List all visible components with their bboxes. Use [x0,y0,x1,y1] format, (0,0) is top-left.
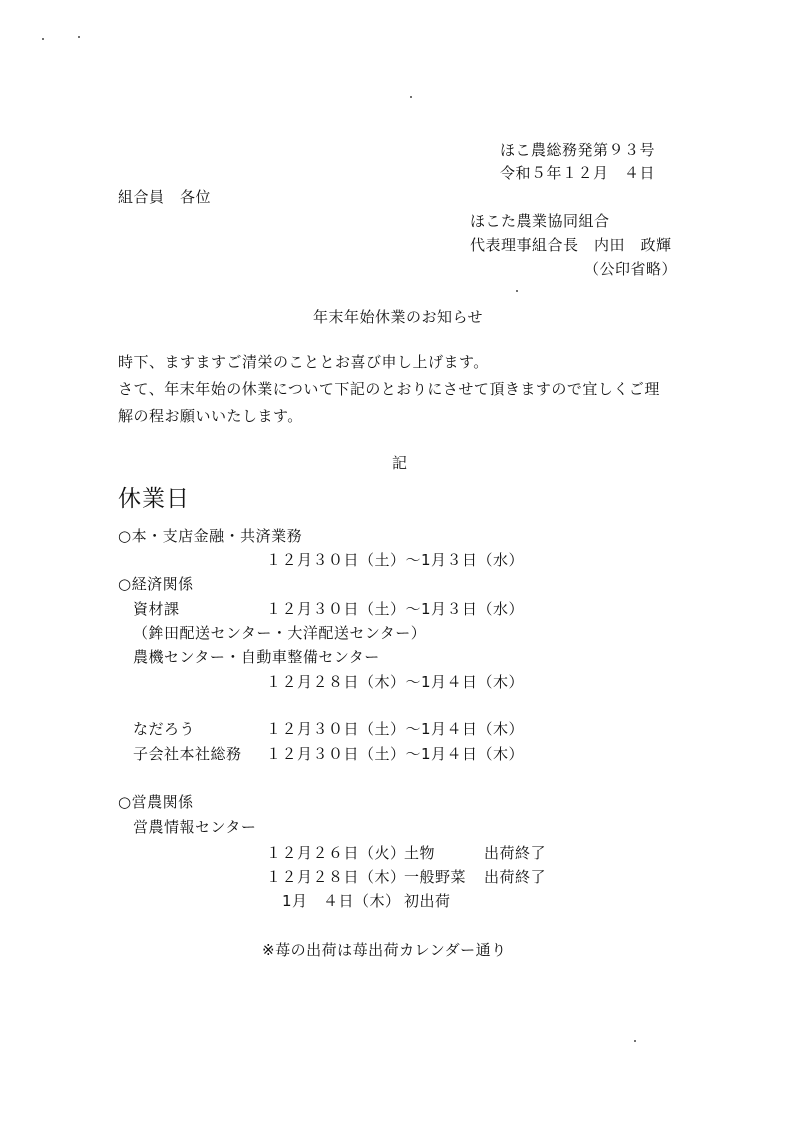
notice-body-line: さて、年末年始の休業について下記のとおりにさせて頂きますので宜しくご理 [118,380,660,398]
machinery-period: １２月２８日（木）～1月４日（木） [266,673,525,691]
section-farming-title: ○営農関係 [118,793,194,811]
notice-body-line: 時下、ますますご清栄のこととお喜び申し上げます。 [118,353,489,371]
doc-date: 令和５年１２月 ４日 [500,164,656,182]
farming-row-item: 一般野菜 [404,868,467,886]
nadarou-period: １２月３０日（土）～1月４日（木） [266,720,525,738]
ki-marker: 記 [392,454,408,472]
farming-row-date: １２月２８日（木） [266,868,406,886]
addressee: 組合員 各位 [118,188,212,206]
subsidiary-label: 子会社本社総務 [133,745,242,763]
shizai-note: （鉾田配送センター・大洋配送センター） [133,624,427,642]
scan-speck [516,290,518,292]
farming-row-status: 出荷終了 [484,868,547,886]
strawberry-footnote: ※苺の出荷は苺出荷カレンダー通り [262,941,507,959]
holidays-heading: 休業日 [118,486,190,512]
representative-name: 代表理事組合長 内田 政輝 [470,236,672,254]
farming-row-item: 初出荷 [404,892,451,910]
nadarou-label: なだろう [133,720,196,738]
seal-note: （公印省略） [584,260,678,278]
farming-row-status: 出荷終了 [484,844,547,862]
farming-row-date: １２月２６日（火） [266,844,406,862]
shizai-period: １２月３０日（土）～1月３日（水） [266,600,525,618]
section-economy-title: ○経済関係 [118,575,194,593]
scan-speck [42,38,44,40]
organization-name: ほこた農業協同組合 [470,212,610,230]
scan-speck [410,96,412,98]
farming-center-label: 営農情報センター [133,818,257,836]
finance-period: １２月３０日（土）～1月３日（水） [266,551,525,569]
doc-number: ほこ農総務発第９３号 [500,141,656,159]
farming-row-date: 1月 ４日（木） [282,892,401,910]
scan-speck [634,1040,636,1042]
machinery-label: 農機センター・自動車整備センター [133,648,380,666]
subsidiary-period: １２月３０日（土）～1月４日（木） [266,745,525,763]
notice-body-line: 解の程お願いいたします。 [118,407,303,425]
farming-row-item: 土物 [404,844,436,862]
shizai-label: 資材課 [133,600,180,618]
scan-speck [78,36,80,38]
notice-title: 年末年始休業のお知らせ [313,308,484,326]
section-finance-title: ○本・支店金融・共済業務 [118,527,303,545]
